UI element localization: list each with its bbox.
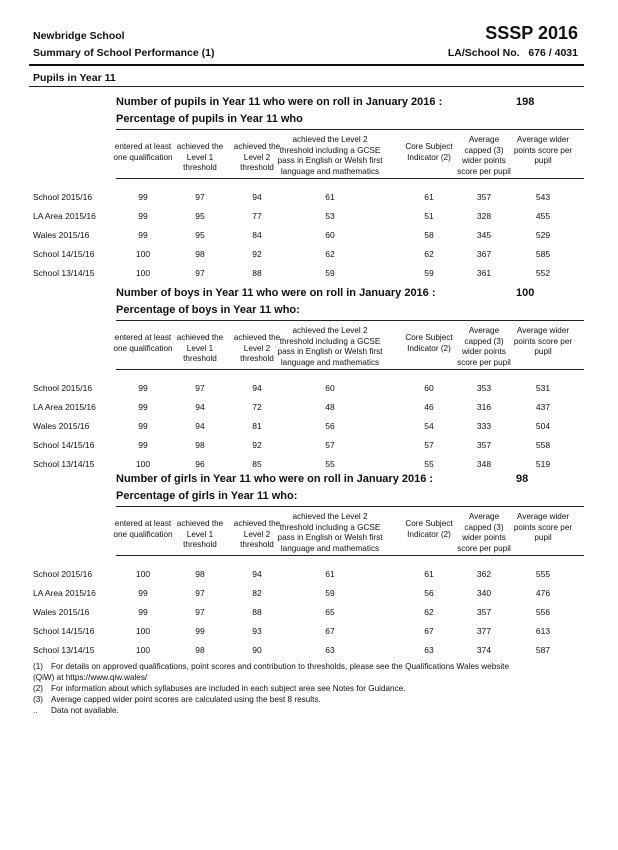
column-header: Core Subject Indicator (2)	[405, 519, 453, 539]
table-cell: 99	[138, 383, 148, 393]
table-cell: 88	[252, 607, 262, 617]
table-cell: 63	[424, 645, 434, 655]
table-cell: 85	[252, 459, 262, 469]
table-cell: 100	[135, 459, 151, 469]
table-cell: 92	[252, 249, 262, 259]
table-cell: 357	[476, 440, 492, 450]
column-header: Average capped (3) wider points score per pupil	[457, 512, 511, 553]
table-top-rule	[116, 506, 584, 507]
table-cell: 374	[476, 645, 492, 655]
table-cell: 62	[424, 249, 434, 259]
table-cell: 558	[535, 440, 551, 450]
report-title: Summary of School Performance (1)	[33, 47, 215, 59]
table-cell: 61	[424, 192, 434, 202]
table-cell: 99	[138, 192, 148, 202]
column-header: entered at least one qualification	[113, 333, 173, 353]
table-cell: 67	[325, 626, 335, 636]
table-header-rule	[116, 555, 584, 556]
table-cell: 93	[252, 626, 262, 636]
table-cell: 84	[252, 230, 262, 240]
row-label: School 2015/16	[33, 569, 93, 579]
doc-title: SSSP 2016	[485, 23, 578, 43]
footnote-continuation: (QiW) at https://www.qiw.wales/	[33, 673, 148, 682]
table-cell: 99	[138, 607, 148, 617]
table-cell: 77	[252, 211, 262, 221]
footnote	[33, 683, 406, 694]
row-label: School 2015/16	[33, 192, 93, 202]
table-cell: 367	[476, 249, 492, 259]
la-label: LA/School No.	[447, 47, 520, 59]
section-title: Number of girls in Year 11 who were on roll in January 2016 :	[116, 473, 434, 485]
row-label: LA Area 2015/16	[33, 402, 96, 412]
row-label: Wales 2015/16	[33, 607, 90, 617]
table-cell: 97	[195, 192, 205, 202]
table-cell: 56	[325, 421, 335, 431]
school-name: Newbridge School	[33, 30, 125, 42]
table-cell: 95	[195, 211, 205, 221]
row-label: School 14/15/16	[33, 626, 95, 636]
table-cell: 53	[325, 211, 335, 221]
table-cell: 98	[195, 440, 205, 450]
table-cell: 97	[195, 588, 205, 598]
table-cell: 377	[476, 626, 492, 636]
section-pupil-count: 98	[516, 473, 529, 485]
column-header: entered at least one qualification	[113, 142, 173, 162]
table-header-rule	[116, 369, 584, 370]
table-cell: 340	[476, 588, 492, 598]
table-cell: 100	[135, 249, 151, 259]
table-cell: 99	[195, 626, 205, 636]
table-cell: 97	[195, 383, 205, 393]
footnote	[33, 661, 509, 672]
table-cell: 59	[325, 588, 335, 598]
table-cell: 94	[252, 383, 262, 393]
table-top-rule	[116, 129, 584, 130]
section-title: Number of pupils in Year 11 who were on roll in January 2016 :	[116, 96, 443, 108]
column-header: Average wider points score per pupil	[513, 512, 573, 542]
table-cell: 552	[535, 268, 551, 278]
table-cell: 316	[476, 402, 492, 412]
table-cell: 57	[325, 440, 335, 450]
row-label: Wales 2015/16	[33, 230, 90, 240]
table-cell: 531	[535, 383, 551, 393]
table-cell: 92	[252, 440, 262, 450]
footnote	[33, 694, 321, 705]
row-label: School 14/15/16	[33, 249, 95, 259]
column-header: Average wider points score per pupil	[513, 326, 573, 356]
table-cell: 98	[195, 569, 205, 579]
table-cell: 328	[476, 211, 492, 221]
table-cell: 345	[476, 230, 492, 240]
row-label: School 2015/16	[33, 383, 93, 393]
row-label: Wales 2015/16	[33, 421, 90, 431]
section-heading: Pupils in Year 11	[33, 72, 116, 84]
table-cell: 100	[135, 626, 151, 636]
table-cell: 98	[195, 645, 205, 655]
table-cell: 90	[252, 645, 262, 655]
section-subtitle: Percentage of pupils in Year 11 who	[116, 113, 303, 125]
table-cell: 82	[252, 588, 262, 598]
section-pupil-count: 198	[516, 96, 535, 108]
table-cell: 59	[424, 268, 434, 278]
table-cell: 59	[325, 268, 335, 278]
column-header: Average capped (3) wider points score per pupil	[457, 326, 511, 367]
table-cell: 333	[476, 421, 492, 431]
table-cell: 100	[135, 569, 151, 579]
table-cell: 60	[424, 383, 434, 393]
table-cell: 58	[424, 230, 434, 240]
column-header: achieved the Level 1 threshold	[176, 333, 224, 363]
table-cell: 437	[535, 402, 551, 412]
table-cell: 99	[138, 440, 148, 450]
table-cell: 94	[252, 192, 262, 202]
table-cell: 99	[138, 230, 148, 240]
table-cell: 99	[138, 402, 148, 412]
column-header: Average capped (3) wider points score per pupil	[457, 135, 511, 176]
la-school-number	[448, 47, 578, 59]
table-cell: 96	[195, 459, 205, 469]
table-cell: 67	[424, 626, 434, 636]
row-label: School 13/14/15	[33, 268, 95, 278]
table-header-rule	[116, 178, 584, 179]
table-cell: 98	[195, 249, 205, 259]
row-label: School 13/14/15	[33, 459, 95, 469]
table-cell: 348	[476, 459, 492, 469]
table-cell: 476	[535, 588, 551, 598]
column-header: achieved the Level 1 threshold	[176, 519, 224, 549]
column-header: achieved the Level 2 threshold including a GCSE pass in English or Welsh first language and mathematics	[277, 135, 383, 176]
table-cell: 97	[195, 607, 205, 617]
table-cell: 94	[195, 421, 205, 431]
column-header: achieved the Level 2 threshold including a GCSE pass in English or Welsh first language and mathematics	[277, 512, 383, 553]
table-cell: 99	[138, 588, 148, 598]
table-cell: 94	[195, 402, 205, 412]
footnote-marker: ..	[33, 706, 38, 715]
table-cell: 72	[252, 402, 262, 412]
table-cell: 46	[424, 402, 434, 412]
section-subtitle: Percentage of girls in Year 11 who:	[116, 490, 298, 502]
section-subtitle: Percentage of boys in Year 11 who:	[116, 304, 300, 316]
row-label: LA Area 2015/16	[33, 588, 96, 598]
table-cell: 100	[135, 645, 151, 655]
table-cell: 587	[535, 645, 551, 655]
table-cell: 519	[535, 459, 551, 469]
footnote	[33, 705, 119, 716]
footnote-marker: (3)	[33, 695, 44, 704]
footnote-marker: (1)	[33, 662, 44, 671]
row-label: LA Area 2015/16	[33, 211, 96, 221]
table-cell: 57	[424, 440, 434, 450]
table-cell: 99	[138, 211, 148, 221]
table-cell: 62	[325, 249, 335, 259]
table-cell: 61	[424, 569, 434, 579]
table-cell: 555	[535, 569, 551, 579]
table-cell: 62	[424, 607, 434, 617]
table-cell: 543	[535, 192, 551, 202]
footnote-text: Data not available.	[51, 706, 119, 715]
table-cell: 55	[325, 459, 335, 469]
footnote-text: Average capped wider point scores are calculated using the best 8 results.	[51, 695, 321, 704]
column-header: achieved the Level 2 threshold	[233, 519, 281, 549]
footnote-text: For details on approved qualifications, point scores and contribution to thresholds, please see the Qualifications Wales website	[51, 662, 509, 671]
table-cell: 529	[535, 230, 551, 240]
table-cell: 60	[325, 230, 335, 240]
column-header: entered at least one qualification	[113, 519, 173, 539]
table-cell: 56	[424, 588, 434, 598]
table-cell: 357	[476, 607, 492, 617]
table-cell: 61	[325, 192, 335, 202]
table-cell: 357	[476, 192, 492, 202]
column-header: Average wider points score per pupil	[513, 135, 573, 165]
column-header: Core Subject Indicator (2)	[405, 142, 453, 162]
table-cell: 97	[195, 268, 205, 278]
la-value: 676 / 4031	[528, 47, 578, 59]
column-header: achieved the Level 2 threshold including a GCSE pass in English or Welsh first language and mathematics	[277, 326, 383, 367]
row-label: School 14/15/16	[33, 440, 95, 450]
table-cell: 99	[138, 421, 148, 431]
section-title: Number of boys in Year 11 who were on roll in January 2016 :	[116, 287, 436, 299]
table-cell: 61	[325, 569, 335, 579]
table-cell: 65	[325, 607, 335, 617]
table-cell: 55	[424, 459, 434, 469]
table-cell: 556	[535, 607, 551, 617]
table-cell: 54	[424, 421, 434, 431]
footnote-marker: (2)	[33, 684, 44, 693]
table-cell: 585	[535, 249, 551, 259]
header-rule	[29, 64, 584, 66]
table-cell: 353	[476, 383, 492, 393]
table-cell: 94	[252, 569, 262, 579]
table-cell: 48	[325, 402, 335, 412]
footnote-text: For information about which syllabuses are included in each subject area see Notes for Guidance.	[51, 684, 406, 693]
table-cell: 88	[252, 268, 262, 278]
section-pupil-count: 100	[516, 287, 535, 299]
table-cell: 100	[135, 268, 151, 278]
column-header: achieved the Level 1 threshold	[176, 142, 224, 172]
table-cell: 63	[325, 645, 335, 655]
table-cell: 60	[325, 383, 335, 393]
table-cell: 361	[476, 268, 492, 278]
table-cell: 504	[535, 421, 551, 431]
table-cell: 95	[195, 230, 205, 240]
section-heading-rule	[29, 86, 584, 87]
column-header: Core Subject Indicator (2)	[405, 333, 453, 353]
table-top-rule	[116, 320, 584, 321]
column-header: achieved the Level 2 threshold	[233, 333, 281, 363]
table-cell: 81	[252, 421, 262, 431]
table-cell: 51	[424, 211, 434, 221]
column-header: achieved the Level 2 threshold	[233, 142, 281, 172]
row-label: School 13/14/15	[33, 645, 95, 655]
table-cell: 455	[535, 211, 551, 221]
table-cell: 362	[476, 569, 492, 579]
table-cell: 613	[535, 626, 551, 636]
